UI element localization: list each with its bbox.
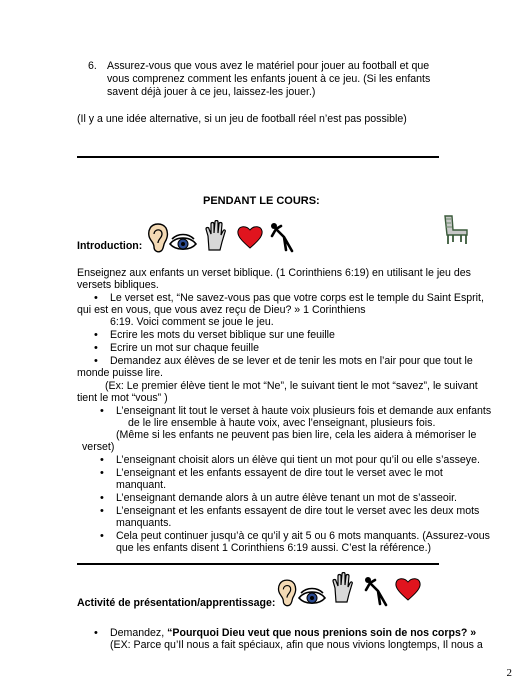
intro-bullet-1-line-3: 6:19. Voici comment se joue le jeu. [110, 316, 274, 328]
heart-icon [394, 576, 422, 602]
activity-bullet-1-line-2: (EX: Parce qu’Il nous a fait spéciaux, afin que nous vivions longtemps, Il nous a [110, 639, 483, 651]
intro-bullet-5-line-3: (Même si les enfants ne peuvent pas bien lire, cela les aidera à mémoriser le [116, 429, 477, 441]
heart-icon [236, 224, 264, 250]
intro-bullet-5-line-2: de le lire ensemble à haute voix, avec l’enseignant, plusieurs fois. [128, 417, 436, 429]
chair-icon [440, 213, 474, 247]
intro-bullet-9-line-1: • L’enseignant et les enfants essayent de dire tout le verset avec les deux mots [116, 505, 479, 518]
hand-icon [203, 220, 227, 252]
divider-bottom [77, 563, 439, 565]
eye-icon [297, 586, 327, 608]
step-6-line-1: Assurez-vous que vous avez le matériel pour jouer au football et que [107, 60, 430, 72]
step-6-number: 6. [88, 60, 97, 72]
intro-bullet-9-line-2: manquants. [116, 517, 172, 529]
intro-bullet-6: • L’enseignant choisit alors un élève qui tient un mot pour qu’il ou elle s’asseye. [116, 454, 480, 467]
intro-bullet-4-line-1: • Demandez aux élèves de se lever et de tenir les mots en l’air pour que tout le [110, 355, 473, 368]
activity-bullet-1-line-1 [110, 627, 476, 640]
intro-bullet-7-line-1: • L’enseignant et les enfants essayent de dire tout le verset avec le mot [116, 467, 443, 480]
intro-example-line-1: (Ex: Le premier élève tient le mot “Ne”, le suivant tient le mot “savez”, le suivant [105, 380, 478, 392]
intro-bullet-5-line-4: verset) [82, 441, 115, 453]
intro-bullet-10-line-2: que les enfants disent 1 Corinthiens 6:19 aussi. C’est la référence.) [116, 542, 432, 554]
intro-bullet-5-line-1: • L’enseignant lit tout le verset à haute voix plusieurs fois et demande aux enfants [116, 405, 491, 418]
intro-example-line-2: tient le mot “vous” ) [77, 392, 168, 404]
eye-icon [168, 232, 198, 254]
activity-bullet-1-prefix: Demandez, [110, 627, 168, 639]
intro-paragraph-line-2: versets bibliques. [77, 279, 159, 291]
divider-top [77, 156, 439, 158]
hand-icon [330, 572, 354, 604]
introduction-label: Introduction: [77, 240, 143, 252]
stretching-person-icon [362, 574, 390, 608]
step-6-line-3: savent déjà jouer à ce jeu, laissez-les jouer.) [107, 86, 316, 98]
intro-paragraph-line-1: Enseignez aux enfants un verset biblique. (1 Corinthiens 6:19) en utilisant le jeu des [77, 267, 471, 279]
intro-bullet-3: • Ecrire un mot sur chaque feuille [110, 342, 259, 355]
activity-label: Activité de présentation/apprentissage: [77, 597, 276, 609]
intro-bullet-10-line-1: • Cela peut continuer jusqu’à ce qu’il y ait 5 ou 6 mots manquants. (Assurez-vous [116, 530, 490, 543]
intro-bullet-2: • Ecrire les mots du verset biblique sur une feuille [110, 329, 335, 342]
section-heading: PENDANT LE COURS: [203, 195, 320, 207]
intro-bullet-7-line-2: manquant. [116, 479, 167, 491]
intro-bullet-4-line-2: monde puisse lire. [77, 367, 163, 379]
intro-bullet-8: • L’enseignant demande alors à un autre élève tenant un mot de s’asseoir. [116, 492, 457, 505]
ear-icon [276, 578, 298, 608]
step-6-line-2: vous comprenez comment les enfants jouent à ce jeu. (Si les enfants [107, 73, 431, 85]
page-number: 2 [506, 667, 512, 680]
activity-bullet-1-question: “Pourquoi Dieu veut que nous prenions soin de nos corps? » [167, 627, 477, 639]
ear-icon [146, 222, 170, 254]
stretching-person-icon [268, 220, 296, 254]
alternative-note: (Il y a une idée alternative, si un jeu de football réel n’est pas possible) [77, 113, 407, 125]
intro-bullet-1-line-2: qui est en vous, que vous avez reçu de Dieu? » 1 Corinthiens [77, 304, 366, 316]
intro-bullet-1-line-1: • Le verset est, “Ne savez-vous pas que votre corps est le temple du Saint Esprit, [110, 292, 484, 305]
